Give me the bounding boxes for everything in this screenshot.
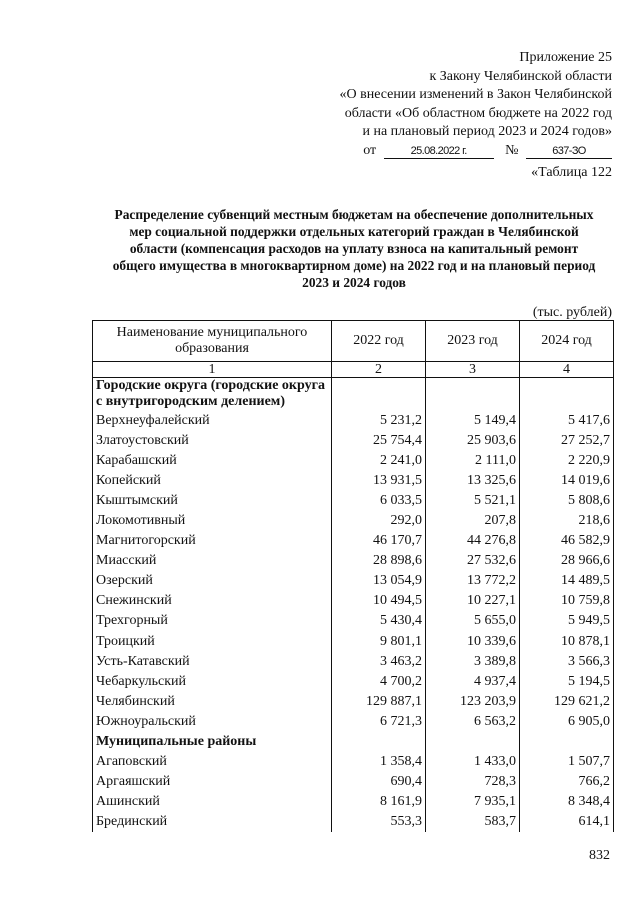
- table-row: [93, 752, 614, 772]
- municipality-name: Чебаркульский: [93, 671, 332, 691]
- title-line: 2023 и 2024 годов: [302, 275, 406, 290]
- table-row: [93, 691, 614, 711]
- table-row: [93, 772, 614, 792]
- empty-cell: [520, 732, 614, 752]
- table-row: [93, 470, 614, 490]
- group-header-row: [93, 378, 614, 411]
- value-2023: 207,8: [426, 510, 520, 530]
- appendix-line: «О внесении изменений в Закон Челябинской: [339, 87, 612, 103]
- table-label: «Таблица 122: [531, 165, 612, 180]
- table-row: [93, 510, 614, 530]
- value-2023: 10 227,1: [426, 591, 520, 611]
- municipality-name: Верхнеуфалейский: [93, 410, 332, 430]
- header-2024: 2024 год: [520, 321, 614, 362]
- empty-cell: [426, 378, 520, 411]
- value-2024: 28 966,6: [520, 551, 614, 571]
- value-2024: 5 949,5: [520, 611, 614, 631]
- value-2024: 10 878,1: [520, 631, 614, 651]
- value-2022: 5 231,2: [332, 410, 426, 430]
- value-2022: 2 241,0: [332, 450, 426, 470]
- column-number: 1: [93, 362, 332, 378]
- table-row: [93, 611, 614, 631]
- table-row: [93, 490, 614, 510]
- header-municipality: Наименование муниципального образования: [93, 321, 332, 362]
- table-row: [93, 591, 614, 611]
- value-2022: 129 887,1: [332, 691, 426, 711]
- appendix-line: к Закону Челябинской области: [429, 68, 612, 84]
- table-row: [93, 410, 614, 430]
- empty-cell: [332, 378, 426, 411]
- number-label: №: [505, 142, 519, 158]
- value-2024: 10 759,8: [520, 591, 614, 611]
- value-2024: 129 621,2: [520, 691, 614, 711]
- table-body: [93, 378, 614, 832]
- table-row: [93, 450, 614, 470]
- municipality-name: Магнитогорский: [93, 531, 332, 551]
- empty-cell: [332, 732, 426, 752]
- value-2024: 614,1: [520, 812, 614, 832]
- value-2023: 1 433,0: [426, 752, 520, 772]
- value-2023: 123 203,9: [426, 691, 520, 711]
- group-name: Городские округа (городские округа с внутригородским делением): [93, 378, 332, 411]
- value-2024: 14 019,6: [520, 470, 614, 490]
- value-2023: 728,3: [426, 772, 520, 792]
- signature-line: [272, 142, 612, 161]
- value-2023: 4 937,4: [426, 671, 520, 691]
- empty-cell: [520, 378, 614, 411]
- value-2024: 218,6: [520, 510, 614, 530]
- value-2023: 27 532,6: [426, 551, 520, 571]
- municipality-name: Трехгорный: [93, 611, 332, 631]
- title-line: Распределение субвенций местным бюджетам на обеспечение дополнительных: [114, 207, 594, 222]
- municipality-name: Снежинский: [93, 591, 332, 611]
- value-2023: 3 389,8: [426, 651, 520, 671]
- value-2022: 28 898,6: [332, 551, 426, 571]
- table-row: [93, 671, 614, 691]
- municipality-name: Брединский: [93, 812, 332, 832]
- units-label: (тыс. рублей): [532, 305, 612, 320]
- value-2022: 292,0: [332, 510, 426, 530]
- value-2022: 25 754,4: [332, 430, 426, 450]
- municipality-name: Троицкий: [93, 631, 332, 651]
- law-number: 637-ЗО: [526, 145, 612, 159]
- table-row: [93, 430, 614, 450]
- table-row: [93, 631, 614, 651]
- municipality-name: Локомотивный: [93, 510, 332, 530]
- value-2022: 3 463,2: [332, 651, 426, 671]
- value-2023: 13 772,2: [426, 571, 520, 591]
- table-row: [93, 792, 614, 812]
- title-line: мер социальной поддержки отдельных категорий граждан в Челябинской: [129, 224, 579, 239]
- value-2024: 14 489,5: [520, 571, 614, 591]
- value-2024: 1 507,7: [520, 752, 614, 772]
- appendix-line: Приложение 25: [519, 50, 612, 65]
- value-2022: 13 054,9: [332, 571, 426, 591]
- title-line: общего имущества в многоквартирном доме) на 2022 год и на плановый период: [112, 258, 596, 273]
- value-2023: 5 655,0: [426, 611, 520, 631]
- value-2022: 46 170,7: [332, 531, 426, 551]
- header-2023: 2023 год: [426, 321, 520, 362]
- table-row: [93, 571, 614, 591]
- from-label: от: [363, 142, 377, 158]
- municipality-name: Ашинский: [93, 792, 332, 812]
- municipality-name: Усть-Катавский: [93, 651, 332, 671]
- value-2022: 6 721,3: [332, 711, 426, 731]
- municipality-name: Озерский: [93, 571, 332, 591]
- value-2024: 46 582,9: [520, 531, 614, 551]
- value-2022: 5 430,4: [332, 611, 426, 631]
- value-2024: 2 220,9: [520, 450, 614, 470]
- table-row: [93, 531, 614, 551]
- municipality-name: Златоустовский: [93, 430, 332, 450]
- law-date: 25.08.2022 г.: [384, 145, 494, 159]
- value-2022: 553,3: [332, 812, 426, 832]
- value-2024: 766,2: [520, 772, 614, 792]
- value-2024: 6 905,0: [520, 711, 614, 731]
- value-2023: 13 325,6: [426, 470, 520, 490]
- municipality-name: Аргаяшский: [93, 772, 332, 792]
- appendix-block: [272, 49, 612, 161]
- group-header-row: [93, 732, 614, 752]
- value-2024: 8 348,4: [520, 792, 614, 812]
- column-number: 2: [332, 362, 426, 378]
- value-2023: 5 521,1: [426, 490, 520, 510]
- table-row: [93, 711, 614, 731]
- table-row: [93, 551, 614, 571]
- empty-cell: [426, 732, 520, 752]
- value-2023: 583,7: [426, 812, 520, 832]
- table-row: [93, 651, 614, 671]
- table-row: [93, 812, 614, 832]
- value-2022: 4 700,2: [332, 671, 426, 691]
- value-2023: 25 903,6: [426, 430, 520, 450]
- municipality-name: Миасский: [93, 551, 332, 571]
- value-2024: 5 194,5: [520, 671, 614, 691]
- value-2023: 6 563,2: [426, 711, 520, 731]
- title-line: области (компенсация расходов на уплату взноса на капитальный ремонт: [129, 241, 579, 256]
- municipality-name: Агаповский: [93, 752, 332, 772]
- value-2022: 8 161,9: [332, 792, 426, 812]
- group-name: Муниципальные районы: [93, 732, 332, 752]
- table-header-row: [93, 321, 614, 362]
- value-2022: 690,4: [332, 772, 426, 792]
- value-2024: 5 808,6: [520, 490, 614, 510]
- value-2022: 13 931,5: [332, 470, 426, 490]
- appendix-line: области «Об областном бюджете на 2022 год: [344, 105, 612, 121]
- page-number: 832: [589, 848, 610, 863]
- value-2023: 10 339,6: [426, 631, 520, 651]
- municipality-name: Копейский: [93, 470, 332, 490]
- subvention-table: [92, 320, 614, 832]
- municipality-name: Карабашский: [93, 450, 332, 470]
- column-number-row: [93, 362, 614, 378]
- municipality-name: Южноуральский: [93, 711, 332, 731]
- document-title: [96, 206, 612, 291]
- value-2023: 5 149,4: [426, 410, 520, 430]
- appendix-line: и на плановый период 2023 и 2024 годов»: [362, 124, 612, 140]
- column-number: 3: [426, 362, 520, 378]
- value-2023: 2 111,0: [426, 450, 520, 470]
- value-2022: 6 033,5: [332, 490, 426, 510]
- value-2023: 44 276,8: [426, 531, 520, 551]
- value-2022: 9 801,1: [332, 631, 426, 651]
- municipality-name: Кыштымский: [93, 490, 332, 510]
- value-2023: 7 935,1: [426, 792, 520, 812]
- value-2024: 27 252,7: [520, 430, 614, 450]
- column-number: 4: [520, 362, 614, 378]
- value-2022: 1 358,4: [332, 752, 426, 772]
- municipality-name: Челябинский: [93, 691, 332, 711]
- value-2024: 3 566,3: [520, 651, 614, 671]
- header-2022: 2022 год: [332, 321, 426, 362]
- value-2024: 5 417,6: [520, 410, 614, 430]
- value-2022: 10 494,5: [332, 591, 426, 611]
